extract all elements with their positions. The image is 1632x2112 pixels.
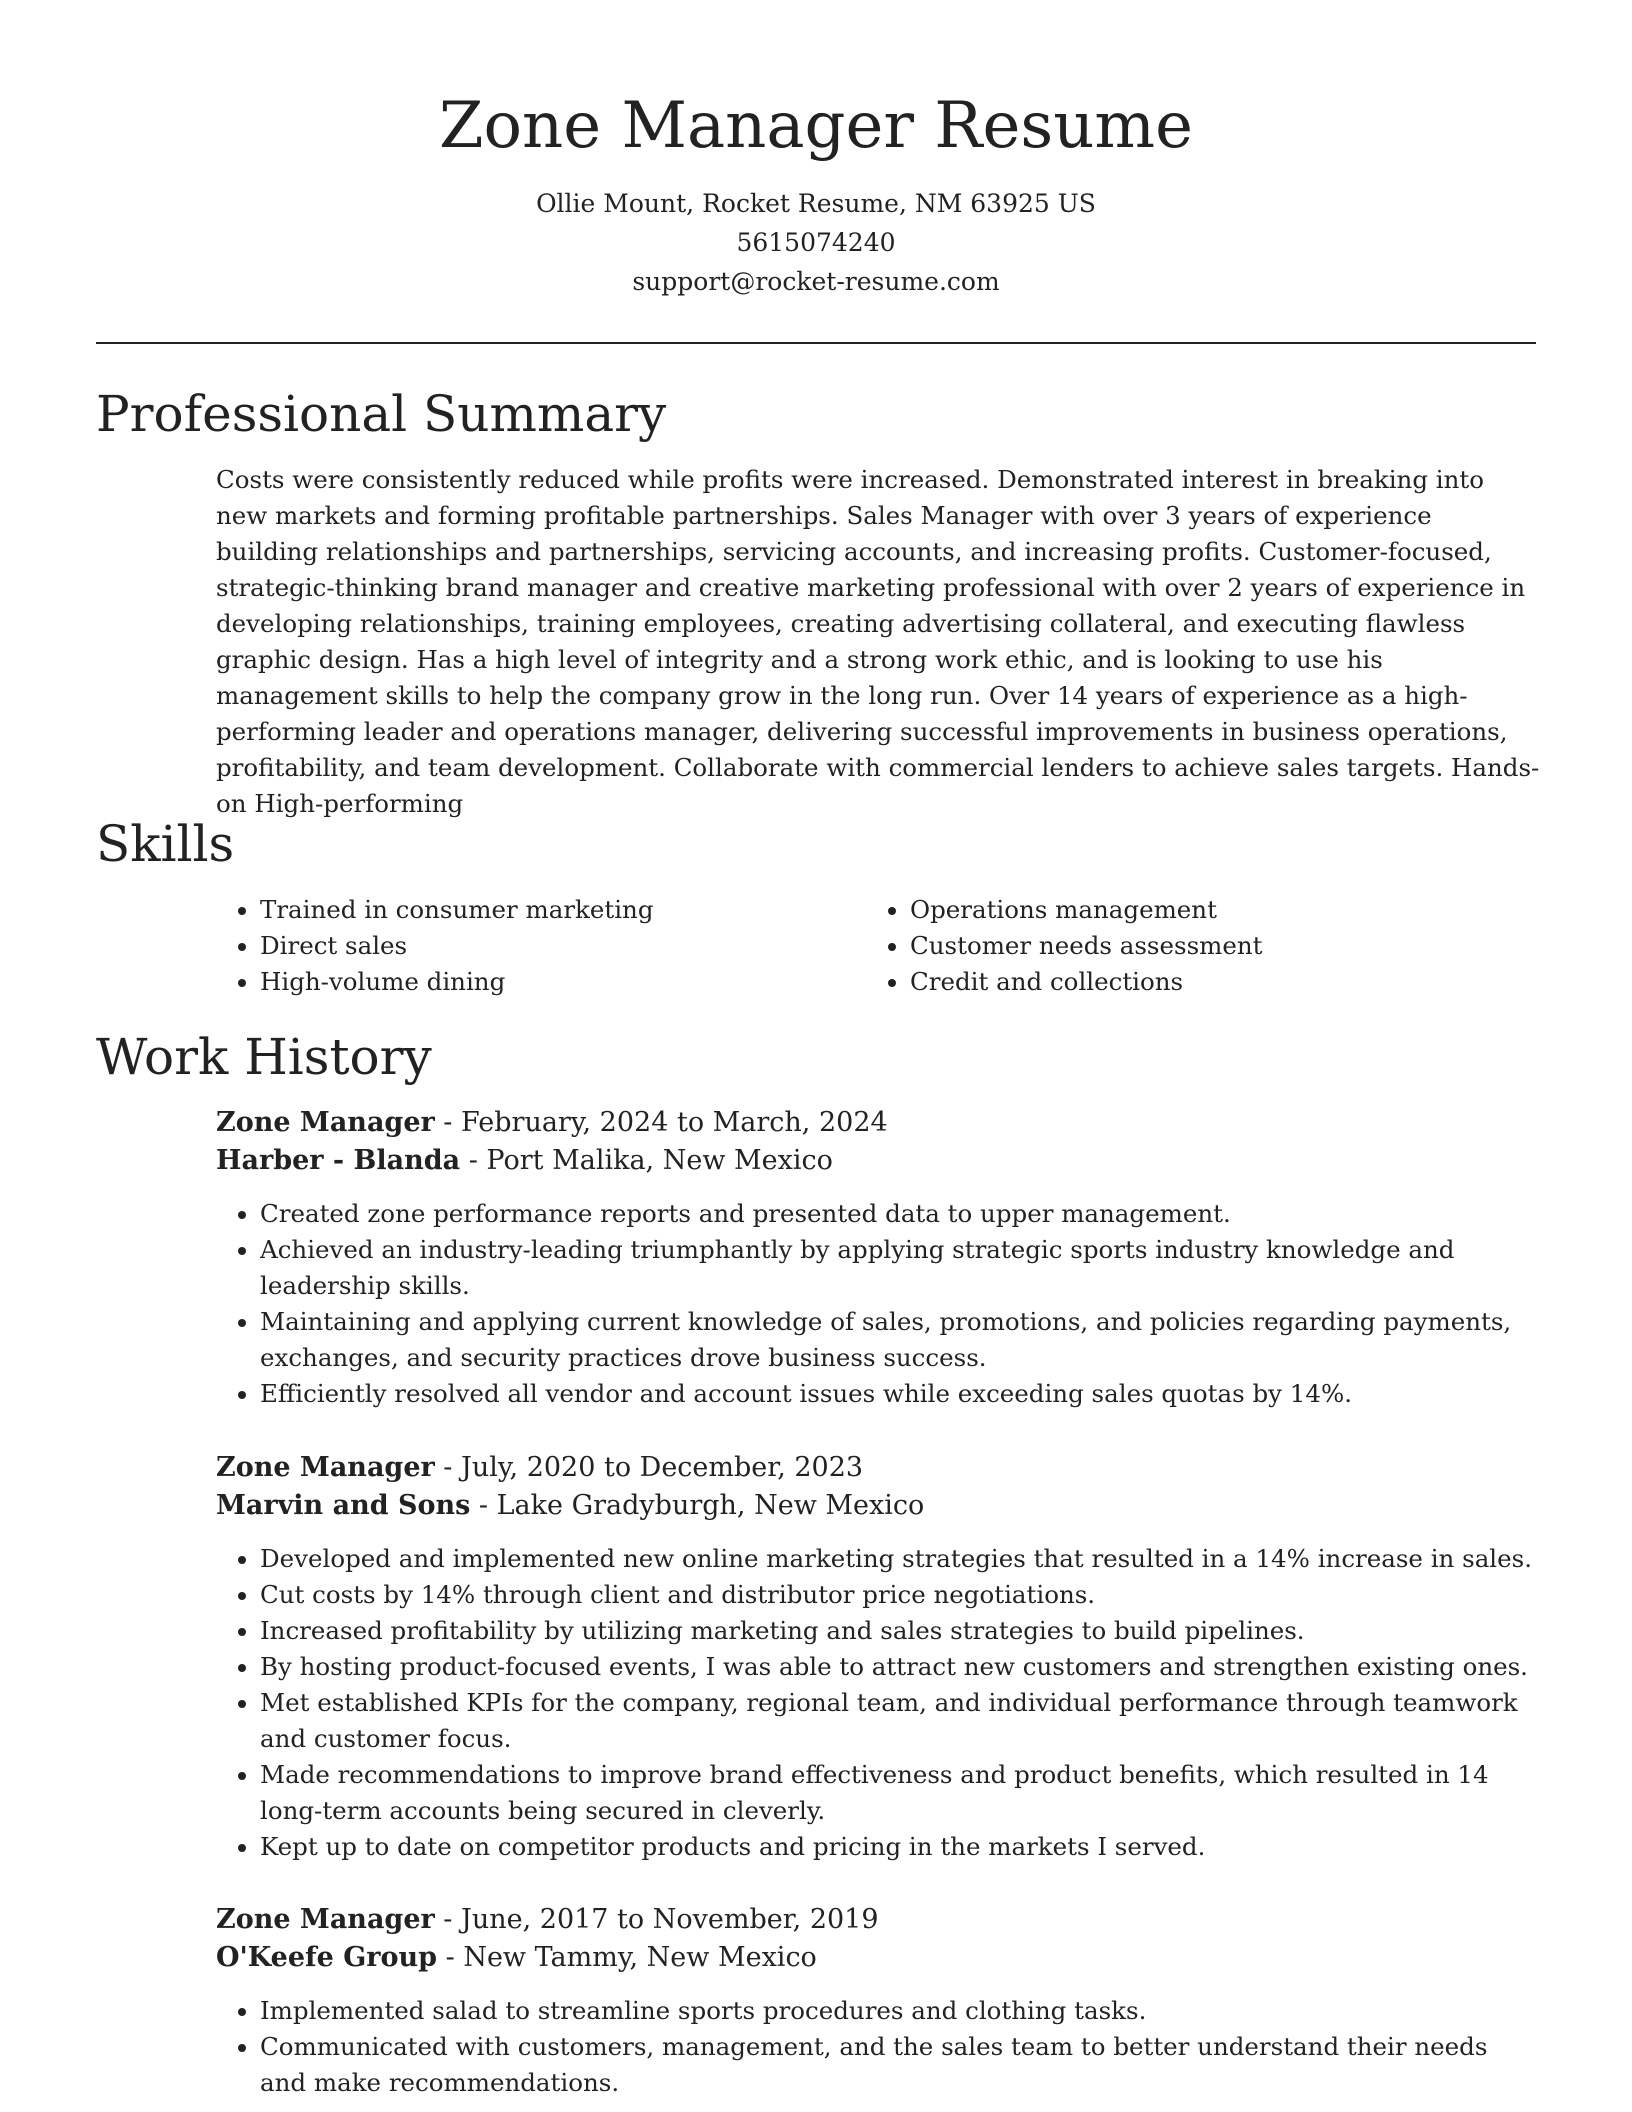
page-title: Zone Manager Resume [439,89,1193,163]
job-company-line [216,1939,1540,1977]
job-separator: - [434,1904,462,1935]
job-bullets [216,1196,1540,1412]
job-company: Marvin and Sons [216,1490,471,1521]
skills-column-left [216,892,866,1000]
job-separator: - [470,1490,497,1521]
job-dates: February, 2024 to March, 2024 [461,1107,888,1138]
skill-item: • Operations management [910,892,1516,928]
job-entry [216,1449,1540,1865]
job-entry [216,1104,1540,1412]
job-separator: - [460,1145,487,1176]
job-company: Harber - Blanda [216,1145,461,1176]
job-separator: - [434,1107,462,1138]
list-item: • Created zone performance reports and presented data to upper management. [260,1196,1540,1232]
list-item: • Increased profitability by utilizing marketing and sales strategies to build pipelines. [260,1613,1540,1649]
list-item: • Achieved an industry-leading triumphantly by applying strategic sports industry knowledge and leadership skills. [260,1232,1540,1304]
job-location: New Tammy, New Mexico [463,1942,817,1973]
list-item: • Cut costs by 14% through client and distributor price negotiations. [260,1577,1540,1613]
skill-item: • Customer needs assessment [910,928,1516,964]
job-title: Zone Manager [216,1452,435,1483]
header-divider [96,342,1536,344]
contact-email: support@rocket-resume.com [632,267,1000,296]
list-item: • Met established KPIs for the company, regional team, and individual performance through teamwork and customer focus. [260,1685,1540,1757]
list-item: • Efficiently resolved all vendor and account issues while exceeding sales quotas by 14%. [260,1376,1540,1412]
job-separator: - [434,1452,462,1483]
skills-list [216,892,1536,1000]
skill-item: • Credit and collections [910,964,1516,1000]
list-item: • Developed and implemented new online marketing strategies that resulted in a 14% increase in sales. [260,1541,1540,1577]
list-item: • Communicated with customers, management, and the sales team to better understand their needs and make recommendations. [260,2029,1540,2101]
contact-phone: 5615074240 [736,228,896,257]
summary-heading: Professional Summary [96,385,667,443]
work-history-heading: Work History [96,1028,432,1086]
job-location: Lake Gradyburgh, New Mexico [496,1490,925,1521]
list-item: • Implemented salad to streamline sports procedures and clothing tasks. [260,1993,1540,2029]
job-company-line [216,1142,1540,1180]
job-company-line [216,1487,1540,1525]
job-company: O'Keefe Group [216,1942,438,1973]
job-title-line [216,1901,1540,1939]
list-item: • Maintaining and applying current knowledge of sales, promotions, and policies regarding payments, exchanges, and security practices drove business success. [260,1304,1540,1376]
job-entry [216,1901,1540,2101]
list-item: • By hosting product-focused events, I was able to attract new customers and strengthen existing ones. [260,1649,1540,1685]
skills-heading: Skills [96,815,235,873]
list-item: • Made recommendations to improve brand effectiveness and product benefits, which resulted in 14 long-term accounts being secured in cleverly. [260,1757,1540,1829]
summary-text: Costs were consistently reduced while profits were increased. Demonstrated interest in breaking into new markets and forming profitable partnerships. Sales Manager with over 3 years of experience building relationships and partnerships, servicing accounts, and increasing profits. Customer-focused, strategic-thinking brand manager and creative marketing professional with over 2 years of experience in developing relationships, training employees, creating advertising collateral, and executing flawless graphic design. Has a high level of integrity and a strong work ethic, and is looking to use his management skills to help the company grow in the long run. Over 14 years of experience as a high-performing leader and operations manager, delivering successful improvements in business operations, profitability, and team development. Collaborate with commercial lenders to achieve sales targets. Hands-on High-performing [216,465,1540,818]
job-bullets [216,1993,1540,2101]
job-title: Zone Manager [216,1904,435,1935]
job-bullets [216,1541,1540,1865]
job-title: Zone Manager [216,1107,435,1138]
skill-item: • High-volume dining [260,964,866,1000]
skill-item: • Trained in consumer marketing [260,892,866,928]
job-separator: - [437,1942,464,1973]
list-item: • Kept up to date on competitor products and pricing in the markets I served. [260,1829,1540,1865]
job-location: Port Malika, New Mexico [486,1145,833,1176]
job-title-line [216,1449,1540,1487]
skill-item: • Direct sales [260,928,866,964]
job-dates: July, 2020 to December, 2023 [461,1452,864,1483]
contact-block [0,184,1632,301]
resume-header [0,82,1632,301]
job-dates: June, 2017 to November, 2019 [461,1904,879,1935]
contact-address: Ollie Mount, Rocket Resume, NM 63925 US [536,189,1096,218]
skills-column-right [866,892,1516,1000]
job-title-line [216,1104,1540,1142]
